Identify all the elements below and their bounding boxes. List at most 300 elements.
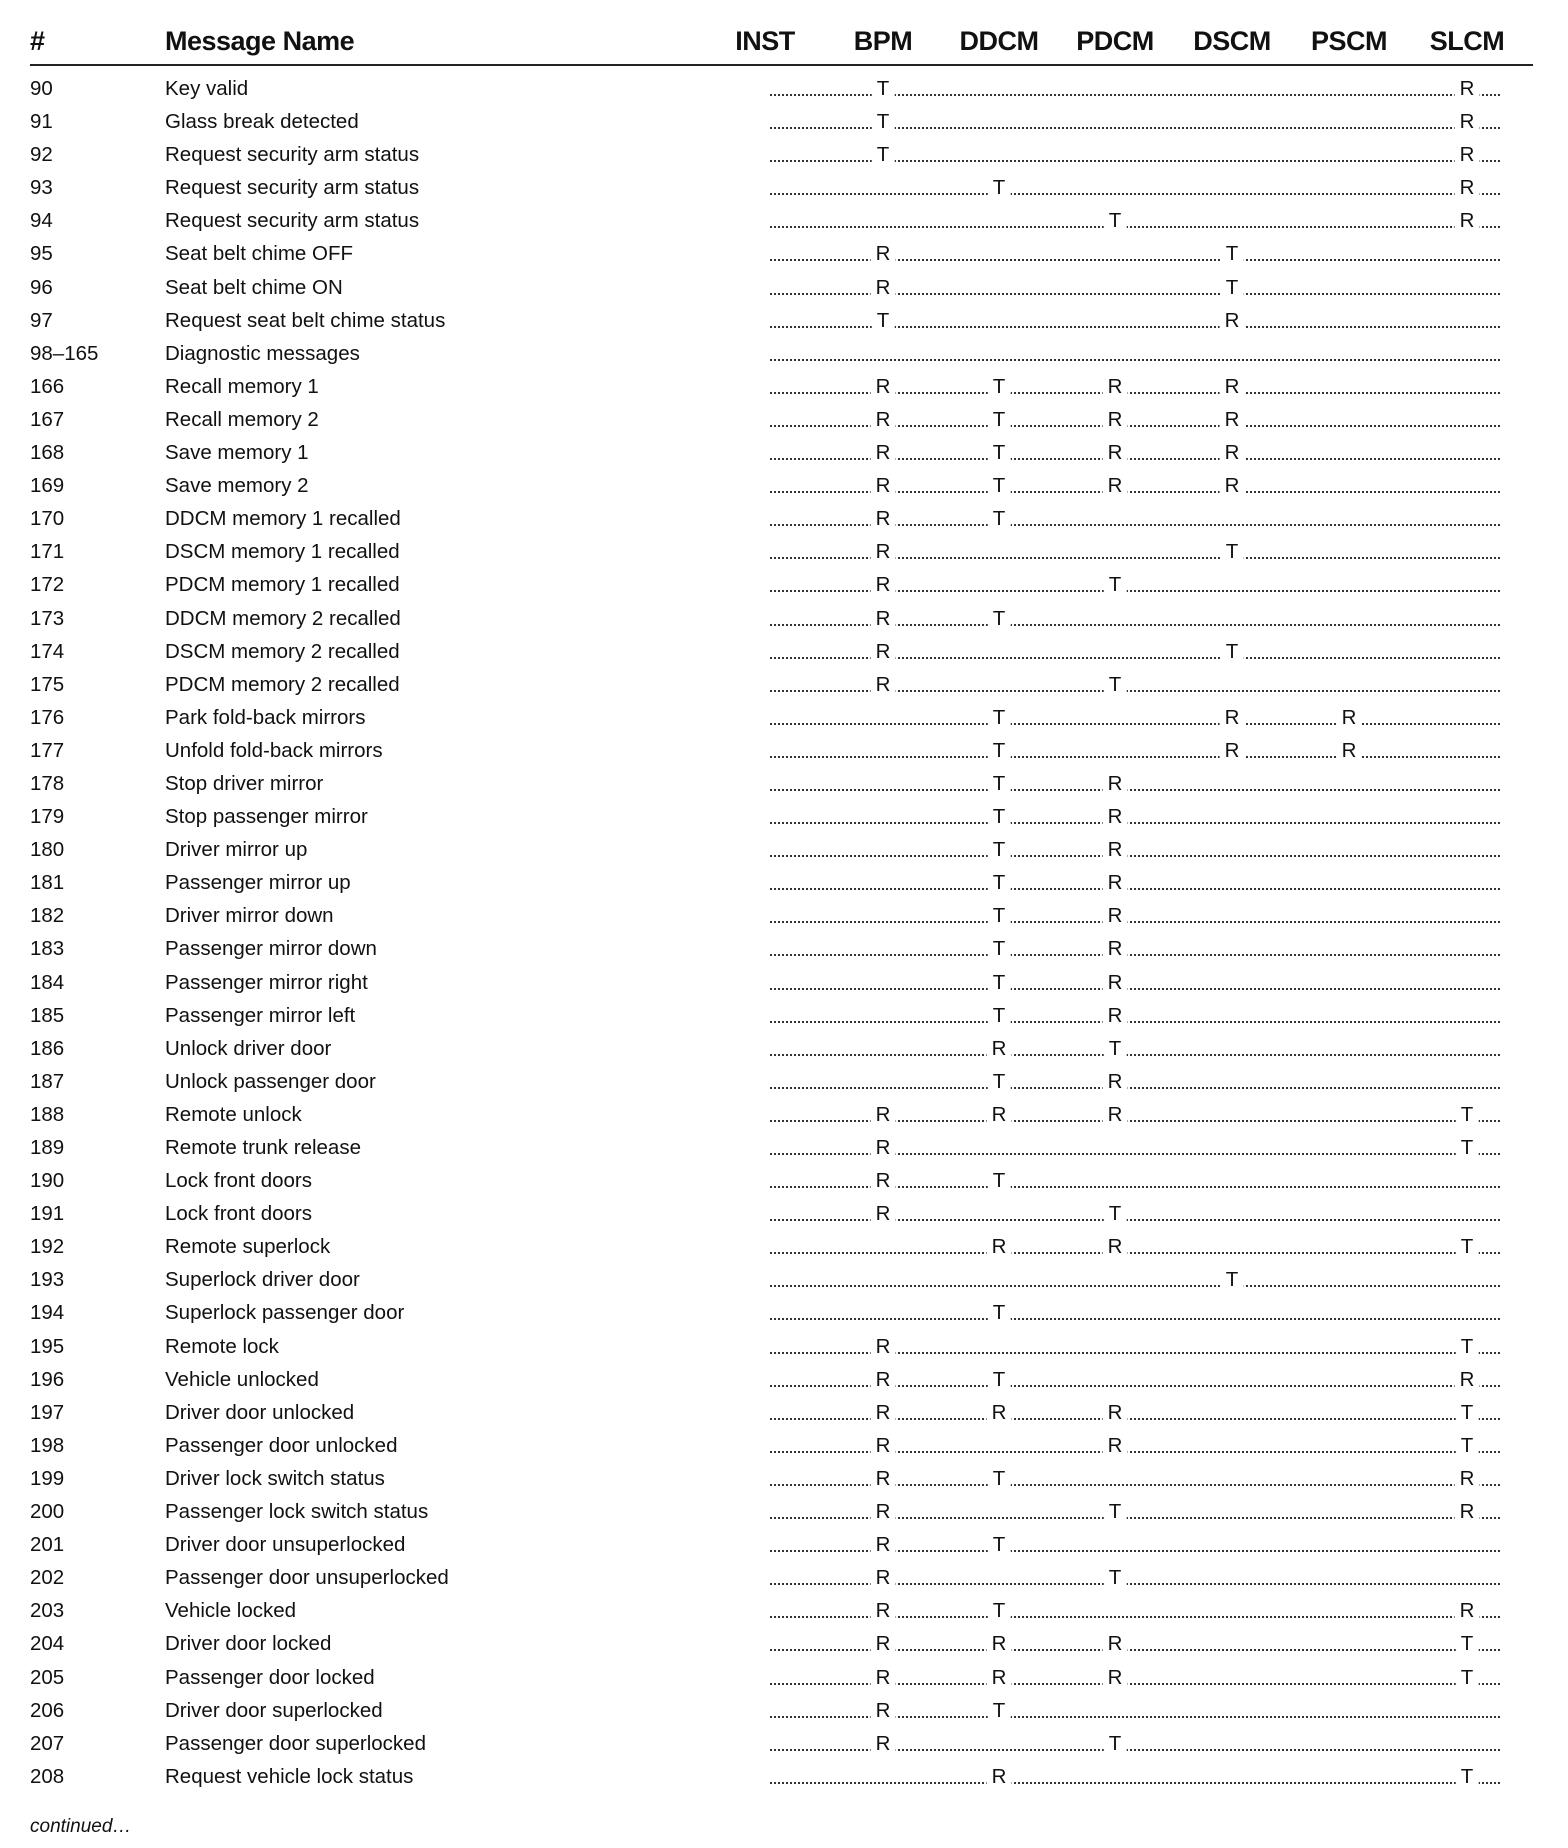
cell-ddcm: R bbox=[987, 1400, 1012, 1426]
table-row bbox=[0, 1731, 1568, 1764]
cell-bpm: R bbox=[871, 1433, 896, 1459]
cell-pdcm: R bbox=[1103, 970, 1128, 996]
cell-slcm: R bbox=[1455, 142, 1480, 168]
table-body bbox=[0, 76, 1568, 1797]
cell-slcm: R bbox=[1455, 76, 1480, 102]
message-number: 93 bbox=[30, 176, 53, 200]
header-rule bbox=[30, 64, 1533, 66]
message-number: 92 bbox=[30, 143, 53, 167]
dot-leader bbox=[770, 226, 1500, 228]
message-name: Request seat belt chime status bbox=[165, 308, 446, 332]
dot-leader bbox=[770, 359, 1500, 361]
header-ddcm: DDCM bbox=[959, 26, 1039, 56]
message-number: 171 bbox=[30, 540, 65, 564]
cell-ddcm: T bbox=[988, 440, 1011, 466]
cell-pdcm: T bbox=[1104, 1201, 1127, 1227]
table-row bbox=[0, 1565, 1568, 1598]
table-row bbox=[0, 1400, 1568, 1433]
table-row bbox=[0, 308, 1568, 341]
message-number: 175 bbox=[30, 672, 65, 696]
table-row bbox=[0, 1764, 1568, 1797]
table-row bbox=[0, 1267, 1568, 1300]
message-number: 170 bbox=[30, 507, 65, 531]
cell-pscm: R bbox=[1337, 705, 1362, 731]
cell-slcm: R bbox=[1455, 1466, 1480, 1492]
table-row bbox=[0, 870, 1568, 903]
message-number: 204 bbox=[30, 1632, 65, 1656]
cell-pdcm: R bbox=[1103, 936, 1128, 962]
message-number: 194 bbox=[30, 1301, 65, 1325]
cell-bpm: R bbox=[871, 639, 896, 665]
message-name: Key valid bbox=[165, 77, 249, 100]
message-number: 185 bbox=[30, 1003, 65, 1027]
dot-leader bbox=[770, 1021, 1500, 1023]
cell-pdcm: R bbox=[1103, 1665, 1128, 1691]
cell-bpm: T bbox=[872, 109, 895, 135]
message-name: Unlock passenger door bbox=[165, 1069, 376, 1093]
message-number: 203 bbox=[30, 1599, 65, 1623]
cell-pdcm: R bbox=[1103, 1433, 1128, 1459]
cell-bpm: R bbox=[871, 1698, 896, 1724]
cell-dscm: T bbox=[1221, 1267, 1244, 1293]
message-number: 201 bbox=[30, 1533, 65, 1557]
message-name: Lock front doors bbox=[165, 1202, 312, 1226]
table-row bbox=[0, 672, 1568, 705]
message-number: 177 bbox=[30, 738, 65, 762]
message-number: 174 bbox=[30, 639, 65, 663]
cell-bpm: R bbox=[871, 374, 896, 400]
cell-bpm: R bbox=[871, 1334, 896, 1360]
dot-leader bbox=[770, 1087, 1500, 1089]
table-row bbox=[0, 175, 1568, 208]
message-name: Passenger mirror up bbox=[165, 871, 351, 895]
message-name: Recall memory 1 bbox=[165, 374, 319, 398]
message-name: Driver door unlocked bbox=[165, 1400, 355, 1424]
header-dscm: DSCM bbox=[1193, 26, 1271, 56]
table-row bbox=[0, 275, 1568, 308]
message-name: Passenger door superlocked bbox=[165, 1731, 426, 1755]
cell-bpm: R bbox=[871, 1466, 896, 1492]
table-row bbox=[0, 506, 1568, 539]
dot-leader bbox=[770, 921, 1500, 923]
message-name: Park fold-back mirrors bbox=[165, 705, 366, 729]
cell-bpm: T bbox=[872, 308, 895, 334]
message-number: 189 bbox=[30, 1136, 65, 1159]
cell-ddcm: R bbox=[987, 1631, 1012, 1657]
cell-pdcm: T bbox=[1104, 208, 1127, 234]
cell-ddcm: T bbox=[988, 1466, 1011, 1492]
message-number: 190 bbox=[30, 1169, 65, 1193]
cell-ddcm: T bbox=[988, 903, 1011, 929]
message-number: 192 bbox=[30, 1235, 65, 1259]
cell-dscm: R bbox=[1220, 374, 1245, 400]
message-name: PDCM memory 1 recalled bbox=[165, 573, 400, 597]
message-name: Superlock passenger door bbox=[165, 1301, 405, 1325]
cell-pdcm: R bbox=[1103, 1069, 1128, 1095]
table-row bbox=[0, 1201, 1568, 1234]
table-row bbox=[0, 837, 1568, 870]
message-number: 173 bbox=[30, 606, 65, 630]
cell-pdcm: T bbox=[1104, 1036, 1127, 1062]
message-number: 207 bbox=[30, 1731, 65, 1755]
table-row bbox=[0, 142, 1568, 175]
message-name: Passenger door unlocked bbox=[165, 1433, 398, 1457]
cell-bpm: R bbox=[871, 539, 896, 565]
message-name: Passenger door unsuperlocked bbox=[165, 1566, 449, 1590]
cell-ddcm: T bbox=[988, 1598, 1011, 1624]
cell-slcm: R bbox=[1455, 1598, 1480, 1624]
table-row bbox=[0, 1300, 1568, 1333]
message-number: 166 bbox=[30, 374, 65, 398]
cell-bpm: R bbox=[871, 1201, 896, 1227]
table-row bbox=[0, 1499, 1568, 1532]
table-row bbox=[0, 1334, 1568, 1367]
cell-dscm: T bbox=[1221, 639, 1244, 665]
cell-pdcm: T bbox=[1104, 1565, 1127, 1591]
message-number: 90 bbox=[30, 77, 53, 100]
cell-bpm: R bbox=[871, 1665, 896, 1691]
message-name: Stop driver mirror bbox=[165, 771, 324, 795]
message-name: Superlock driver door bbox=[165, 1268, 360, 1292]
cell-pdcm: R bbox=[1103, 1400, 1128, 1426]
header-inst: INST bbox=[735, 26, 795, 56]
cell-ddcm: T bbox=[988, 870, 1011, 896]
message-name: DSCM memory 2 recalled bbox=[165, 639, 400, 663]
cell-bpm: R bbox=[871, 440, 896, 466]
cell-slcm: T bbox=[1456, 1433, 1479, 1459]
cell-bpm: R bbox=[871, 1631, 896, 1657]
cell-pdcm: R bbox=[1103, 374, 1128, 400]
message-name: Request security arm status bbox=[165, 209, 420, 233]
cell-ddcm: R bbox=[987, 1665, 1012, 1691]
message-name: Vehicle locked bbox=[165, 1599, 297, 1623]
cell-ddcm: T bbox=[988, 936, 1011, 962]
table-row bbox=[0, 1466, 1568, 1499]
message-number: 184 bbox=[30, 970, 65, 994]
cell-pscm: R bbox=[1337, 738, 1362, 764]
cell-ddcm: R bbox=[987, 1102, 1012, 1128]
message-number: 178 bbox=[30, 771, 65, 795]
cell-pdcm: R bbox=[1103, 440, 1128, 466]
message-number: 176 bbox=[30, 705, 65, 729]
cell-ddcm: T bbox=[988, 837, 1011, 863]
header-slcm: SLCM bbox=[1429, 26, 1505, 56]
dot-leader bbox=[770, 822, 1500, 824]
message-number: 172 bbox=[30, 573, 65, 597]
header-pscm: PSCM bbox=[1310, 26, 1388, 56]
table-row bbox=[0, 341, 1568, 374]
message-number: 208 bbox=[30, 1764, 65, 1788]
table-row bbox=[0, 705, 1568, 738]
message-number: 98–165 bbox=[30, 341, 99, 365]
message-name: Remote trunk release bbox=[165, 1136, 361, 1159]
table-row bbox=[0, 572, 1568, 605]
cell-ddcm: T bbox=[988, 1698, 1011, 1724]
table-row bbox=[0, 606, 1568, 639]
message-name: Stop passenger mirror bbox=[165, 805, 368, 829]
cell-bpm: R bbox=[871, 606, 896, 632]
message-name: Request vehicle lock status bbox=[165, 1764, 414, 1788]
cell-ddcm: T bbox=[988, 606, 1011, 632]
table-row bbox=[0, 241, 1568, 274]
cell-ddcm: T bbox=[988, 1069, 1011, 1095]
message-name: Driver mirror up bbox=[165, 838, 308, 862]
dot-leader bbox=[770, 789, 1500, 791]
message-name: PDCM memory 2 recalled bbox=[165, 672, 400, 696]
message-name: Diagnostic messages bbox=[165, 341, 360, 365]
table-row bbox=[0, 1135, 1568, 1168]
cell-slcm: T bbox=[1456, 1234, 1479, 1260]
message-name: Recall memory 2 bbox=[165, 407, 319, 431]
message-number: 96 bbox=[30, 275, 53, 299]
dot-leader bbox=[770, 1782, 1500, 1784]
message-number: 191 bbox=[30, 1202, 65, 1226]
message-name: Passenger mirror left bbox=[165, 1003, 356, 1027]
table-row bbox=[0, 76, 1568, 109]
message-number: 183 bbox=[30, 937, 65, 961]
table-row bbox=[0, 407, 1568, 440]
cell-pdcm: R bbox=[1103, 903, 1128, 929]
cell-bpm: R bbox=[871, 1102, 896, 1128]
message-name: Unfold fold-back mirrors bbox=[165, 738, 383, 762]
cell-ddcm: T bbox=[988, 1532, 1011, 1558]
message-number: 187 bbox=[30, 1069, 65, 1093]
message-number: 188 bbox=[30, 1102, 65, 1126]
message-name: Lock front doors bbox=[165, 1169, 312, 1193]
table-row bbox=[0, 109, 1568, 142]
table-row bbox=[0, 1069, 1568, 1102]
message-number: 97 bbox=[30, 308, 53, 332]
cell-ddcm: T bbox=[988, 738, 1011, 764]
message-number: 193 bbox=[30, 1268, 65, 1292]
message-number: 195 bbox=[30, 1334, 65, 1358]
table-row bbox=[0, 639, 1568, 672]
table-row bbox=[0, 970, 1568, 1003]
table-row bbox=[0, 1532, 1568, 1565]
cell-bpm: R bbox=[871, 241, 896, 267]
table-row bbox=[0, 1631, 1568, 1664]
message-number: 168 bbox=[30, 441, 65, 465]
message-name: Save memory 2 bbox=[165, 474, 309, 498]
dot-leader bbox=[770, 988, 1500, 990]
message-number: 202 bbox=[30, 1566, 65, 1590]
cell-slcm: T bbox=[1456, 1135, 1479, 1161]
dot-leader bbox=[770, 1252, 1500, 1254]
message-number: 181 bbox=[30, 871, 65, 895]
message-number: 200 bbox=[30, 1500, 65, 1524]
cell-slcm: T bbox=[1456, 1334, 1479, 1360]
cell-ddcm: T bbox=[988, 1003, 1011, 1029]
cell-bpm: R bbox=[871, 1400, 896, 1426]
message-number: 95 bbox=[30, 242, 53, 266]
table-row bbox=[0, 473, 1568, 506]
message-number: 94 bbox=[30, 209, 53, 233]
cell-slcm: R bbox=[1455, 109, 1480, 135]
dot-leader bbox=[770, 1318, 1500, 1320]
message-name: Save memory 1 bbox=[165, 441, 309, 465]
message-name: Request security arm status bbox=[165, 176, 420, 200]
cell-slcm: T bbox=[1456, 1665, 1479, 1691]
cell-slcm: R bbox=[1455, 1499, 1480, 1525]
table-row bbox=[0, 936, 1568, 969]
message-name: Seat belt chime ON bbox=[165, 275, 343, 299]
cell-pdcm: R bbox=[1103, 804, 1128, 830]
cell-bpm: R bbox=[871, 1532, 896, 1558]
dot-leader bbox=[770, 1285, 1500, 1287]
message-number: 199 bbox=[30, 1466, 65, 1490]
table-row bbox=[0, 539, 1568, 572]
cell-ddcm: R bbox=[987, 1036, 1012, 1062]
message-name: Driver door superlocked bbox=[165, 1698, 383, 1722]
cell-pdcm: R bbox=[1103, 1003, 1128, 1029]
message-number: 182 bbox=[30, 904, 65, 928]
message-name: Remote lock bbox=[165, 1334, 279, 1358]
table-row bbox=[0, 208, 1568, 241]
cell-dscm: R bbox=[1220, 473, 1245, 499]
cell-pdcm: R bbox=[1103, 1234, 1128, 1260]
cell-pdcm: R bbox=[1103, 1102, 1128, 1128]
cell-pdcm: T bbox=[1104, 672, 1127, 698]
cell-pdcm: R bbox=[1103, 473, 1128, 499]
cell-slcm: R bbox=[1455, 175, 1480, 201]
message-name: Remote superlock bbox=[165, 1235, 331, 1259]
table-row bbox=[0, 440, 1568, 473]
dot-leader bbox=[770, 954, 1500, 956]
cell-pdcm: R bbox=[1103, 1631, 1128, 1657]
cell-pdcm: T bbox=[1104, 1499, 1127, 1525]
cell-dscm: T bbox=[1221, 241, 1244, 267]
cell-ddcm: T bbox=[988, 374, 1011, 400]
cell-ddcm: T bbox=[988, 506, 1011, 532]
cell-bpm: R bbox=[871, 572, 896, 598]
table-row bbox=[0, 1665, 1568, 1698]
table-header bbox=[0, 26, 1568, 66]
message-number: 198 bbox=[30, 1433, 65, 1457]
cell-bpm: R bbox=[871, 1565, 896, 1591]
cell-bpm: R bbox=[871, 1499, 896, 1525]
table-row bbox=[0, 1698, 1568, 1731]
message-name: Passenger mirror right bbox=[165, 970, 368, 994]
cell-ddcm: R bbox=[987, 1764, 1012, 1790]
message-name: Driver mirror down bbox=[165, 904, 334, 928]
dot-leader bbox=[770, 723, 1500, 725]
message-number: 91 bbox=[30, 110, 53, 134]
cell-bpm: T bbox=[872, 76, 895, 102]
cell-dscm: T bbox=[1221, 539, 1244, 565]
cell-dscm: R bbox=[1220, 407, 1245, 433]
cell-bpm: R bbox=[871, 275, 896, 301]
cell-bpm: T bbox=[872, 142, 895, 168]
message-name: Driver lock switch status bbox=[165, 1466, 385, 1490]
cell-ddcm: T bbox=[988, 1367, 1011, 1393]
message-name: Remote unlock bbox=[165, 1102, 302, 1126]
cell-ddcm: T bbox=[988, 771, 1011, 797]
table-row bbox=[0, 1234, 1568, 1267]
cell-pdcm: R bbox=[1103, 771, 1128, 797]
message-name: Seat belt chime OFF bbox=[165, 242, 353, 266]
message-name: Driver door locked bbox=[165, 1632, 332, 1656]
table-row bbox=[0, 1036, 1568, 1069]
header-message-name: Message Name bbox=[165, 26, 355, 56]
message-number: 169 bbox=[30, 474, 65, 498]
cell-bpm: R bbox=[871, 506, 896, 532]
dot-leader bbox=[770, 855, 1500, 857]
message-number: 205 bbox=[30, 1665, 65, 1689]
cell-bpm: R bbox=[871, 1598, 896, 1624]
cell-bpm: R bbox=[871, 672, 896, 698]
table-row bbox=[0, 1433, 1568, 1466]
cell-dscm: T bbox=[1221, 275, 1244, 301]
dot-leader bbox=[770, 1054, 1500, 1056]
table-row bbox=[0, 903, 1568, 936]
cell-dscm: R bbox=[1220, 738, 1245, 764]
message-name: DDCM memory 1 recalled bbox=[165, 507, 401, 531]
cell-pdcm: R bbox=[1103, 407, 1128, 433]
message-number: 206 bbox=[30, 1698, 65, 1722]
cell-bpm: R bbox=[871, 1367, 896, 1393]
table-row bbox=[0, 1367, 1568, 1400]
cell-bpm: R bbox=[871, 1731, 896, 1757]
dot-leader bbox=[770, 193, 1500, 195]
cell-slcm: T bbox=[1456, 1631, 1479, 1657]
message-name: Glass break detected bbox=[165, 110, 359, 134]
message-number: 179 bbox=[30, 805, 65, 829]
dot-leader bbox=[770, 756, 1500, 758]
header-pdcm: PDCM bbox=[1076, 26, 1154, 56]
cell-dscm: R bbox=[1220, 705, 1245, 731]
dot-leader bbox=[770, 888, 1500, 890]
table-row bbox=[0, 738, 1568, 771]
cell-bpm: R bbox=[871, 407, 896, 433]
cell-bpm: R bbox=[871, 1135, 896, 1161]
message-name: DSCM memory 1 recalled bbox=[165, 540, 400, 564]
table-row bbox=[0, 804, 1568, 837]
cell-dscm: R bbox=[1220, 440, 1245, 466]
cell-ddcm: T bbox=[988, 407, 1011, 433]
message-name: Vehicle unlocked bbox=[165, 1367, 319, 1391]
message-name: Passenger lock switch status bbox=[165, 1500, 429, 1524]
table-row bbox=[0, 1168, 1568, 1201]
cell-ddcm: T bbox=[988, 705, 1011, 731]
table-row bbox=[0, 374, 1568, 407]
table-row bbox=[0, 1598, 1568, 1631]
cell-ddcm: T bbox=[988, 473, 1011, 499]
cell-bpm: R bbox=[871, 473, 896, 499]
cell-slcm: T bbox=[1456, 1400, 1479, 1426]
message-name: Request security arm status bbox=[165, 143, 420, 167]
message-number: 167 bbox=[30, 407, 65, 431]
cell-slcm: R bbox=[1455, 208, 1480, 234]
message-name: Passenger mirror down bbox=[165, 937, 377, 961]
message-number: 197 bbox=[30, 1400, 65, 1424]
cell-bpm: R bbox=[871, 1168, 896, 1194]
message-number: 186 bbox=[30, 1036, 65, 1060]
cell-dscm: R bbox=[1220, 308, 1245, 334]
message-number: 180 bbox=[30, 838, 65, 862]
cell-pdcm: R bbox=[1103, 837, 1128, 863]
cell-ddcm: T bbox=[988, 1168, 1011, 1194]
message-number: 196 bbox=[30, 1367, 65, 1391]
cell-ddcm: T bbox=[988, 970, 1011, 996]
cell-ddcm: T bbox=[988, 804, 1011, 830]
cell-pdcm: R bbox=[1103, 870, 1128, 896]
message-name: Driver door unsuperlocked bbox=[165, 1533, 406, 1557]
table-row bbox=[0, 1003, 1568, 1036]
cell-ddcm: R bbox=[987, 1234, 1012, 1260]
cell-slcm: R bbox=[1455, 1367, 1480, 1393]
cell-ddcm: T bbox=[988, 1300, 1011, 1326]
message-name: Unlock driver door bbox=[165, 1036, 332, 1060]
